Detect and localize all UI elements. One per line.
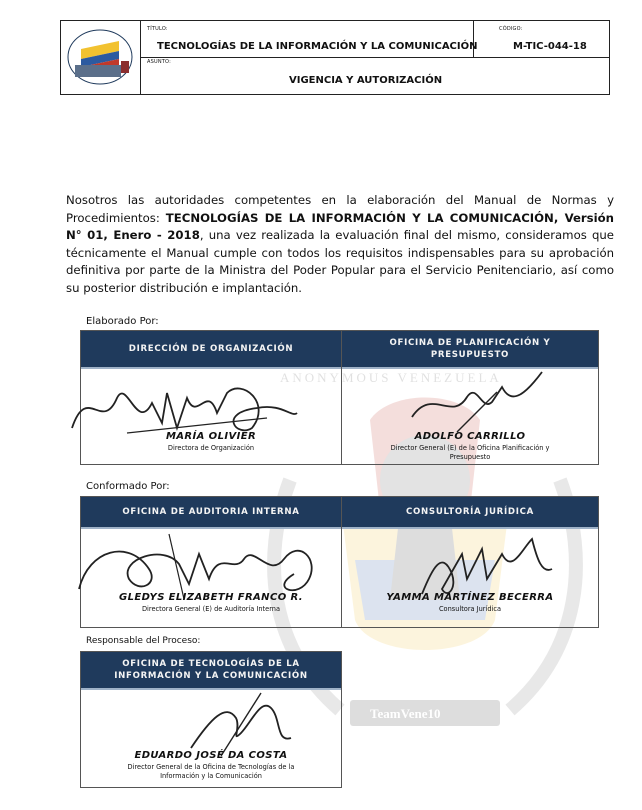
paragraph-bold-part: TECNOLOGÍAS DE LA INFORMACIÓN Y LA COMUNICACIÓN, Versión N° 01, Enero - 2018	[66, 210, 614, 243]
document-subject: VIGENCIA Y AUTORIZACIÓN	[289, 75, 443, 86]
signer-title-franco: Directora General (E) de Auditoría Interna	[141, 605, 281, 613]
titulo-label: TÍTULO:	[147, 26, 168, 32]
signer-name-franco: GLEDYS ELIZABETH FRANCO R.	[119, 592, 303, 603]
paragraph-part-2: , una vez realizada la evaluación final del mismo, consideramos que técnicamente el Manual cumple con todos los requisitos indispensables para su aprobación definitiva por parte de la Ministra del Poder Popular para el Servicio Penitenciario, así como su posterior distribución e implantación.	[66, 228, 614, 295]
authorization-paragraph	[66, 192, 614, 298]
box-header-tic: OFICINA DE TECNOLOGÍAS DE LA INFORMACIÓN Y LA COMUNICACIÓN	[81, 652, 341, 690]
signer-title-carrillo: Director General (E) de la Oficina Planificación y Presupuesto	[390, 444, 550, 461]
document-header	[60, 20, 610, 95]
ministry-logo-icon	[61, 21, 139, 93]
header-row-divider	[141, 57, 609, 58]
signature-carrillo	[402, 367, 552, 437]
signature-da-costa	[181, 688, 301, 758]
codigo-label: CÓDIGO:	[499, 26, 523, 32]
watermark-banner-text: TeamVene10	[370, 706, 441, 721]
logo-cell	[61, 21, 141, 94]
box-header-organizacion: DIRECCIÓN DE ORGANIZACIÓN	[81, 331, 341, 369]
responsable-label: Responsable del Proceso:	[86, 636, 201, 646]
signer-title-da-costa: Director General de la Oficina de Tecnologías de la Información y la Comunicación	[127, 763, 295, 780]
box-header-planificacion: OFICINA DE PLANIFICACIÓN Y PRESUPUESTO	[342, 331, 598, 369]
document-code: M-TIC-044-18	[513, 41, 587, 52]
signer-name-martinez: YAMMA MARTÍNEZ BECERRA	[386, 592, 554, 603]
signature-box-auditoria	[80, 496, 342, 628]
document-title: TECNOLOGÍAS DE LA INFORMACIÓN Y LA COMUNICACIÓN	[157, 41, 478, 52]
signer-title-martinez: Consultora Jurídica	[438, 605, 502, 613]
conformado-label: Conformado Por:	[86, 481, 170, 492]
elaborado-label: Elaborado Por:	[86, 316, 159, 327]
paragraph-part-1: Nosotros las autoridades competentes en la elaboración del Manual de Normas y Procedimientos:	[66, 193, 614, 225]
watermark-top-text: ANONYMOUS VENEZUELA	[280, 370, 502, 385]
signature-box-tic	[80, 651, 342, 788]
box-header-juridica: CONSULTORÍA JURÍDICA	[342, 497, 598, 529]
signature-box-organizacion	[80, 330, 342, 465]
signer-name-carrillo: ADOLFO CARRILLO	[414, 431, 526, 442]
signer-name-olivier: MARÍA OLIVIER	[165, 431, 257, 442]
signer-title-olivier: Directora de Organización	[167, 444, 255, 452]
box-header-auditoria: OFICINA DE AUDITORIA INTERNA	[81, 497, 341, 529]
signer-name-da-costa: EDUARDO JOSÉ DA COSTA	[134, 750, 288, 761]
signature-box-planificacion	[341, 330, 599, 465]
asunto-label: ASUNTO:	[147, 59, 171, 65]
signature-box-juridica	[341, 496, 599, 628]
